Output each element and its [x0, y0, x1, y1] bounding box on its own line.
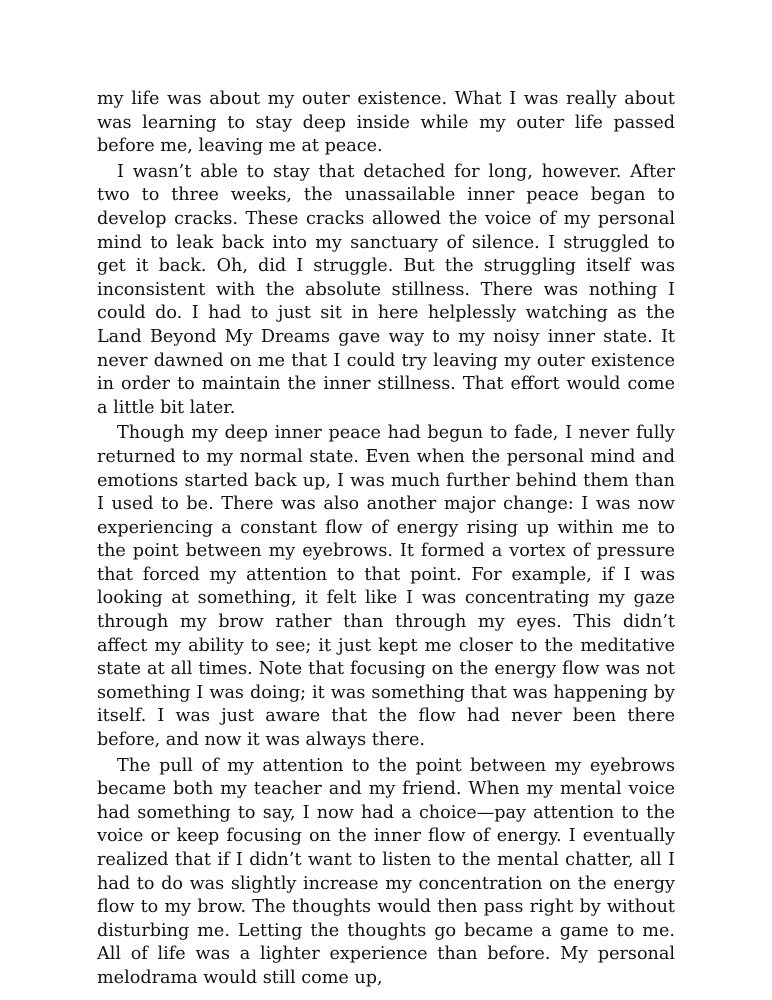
paragraph-continuation: my life was about my outer existence. What I was really about was learning to stay deep inside while my outer life passed before me, leaving me at peace. — [97, 89, 675, 157]
paragraph-energy-flow: Though my deep inner peace had begun to fade, I never fully returned to my normal state. Even when the personal mind and emotions started back up, I was much further behind them than I used to be. There was also another major change: I was now experiencing a constant flow of energy rising up within me to the point between my eyebrows. It formed a vortex of pressure that forced my attention to that point. For example, if I was looking at something, it felt like I was concentrating my gaze through my brow rather than through my eyes. This didn’t affect my ability to see; it just kept me closer to the meditative state at all times. Note that focusing on the energy flow was not something I was doing; it was something that was happening by itself. I was just aware that the flow had never been there before, and now it was always there. — [97, 423, 675, 751]
paragraph-detachment: I wasn’t able to stay that detached for long, however. After two to three weeks, the unassailable inner peace began to develop cracks. These cracks allowed the voice of my personal mind to leak back into my sanctuary of silence. I struggled to get it back. Oh, did I struggle. But the struggling itself was inconsistent with the absolute stillness. There was nothing I could do. I had to just sit in here helplessly watching as the Land Beyond My Dreams gave way to my noisy inner state. It never dawned on me that I could try leaving my outer existence in order to maintain the inner stillness. That effort would come a little bit later. — [97, 161, 675, 418]
page-body — [97, 88, 675, 993]
paragraph-teacher-friend: The pull of my attention to the point between my eyebrows became both my teacher and my friend. When my mental voice had something to say, I now had a choice—pay attention to the voice or keep focusing on the inner flow of energy. I eventually realized that if I didn’t want to listen to the mental chatter, all I had to do was slightly increase my concentration on the energy flow to my brow. The thoughts would then pass right by without disturbing me. Letting the thoughts go became a game to me. All of life was a lighter experience than before. My personal melodrama would still come up, — [97, 755, 675, 988]
